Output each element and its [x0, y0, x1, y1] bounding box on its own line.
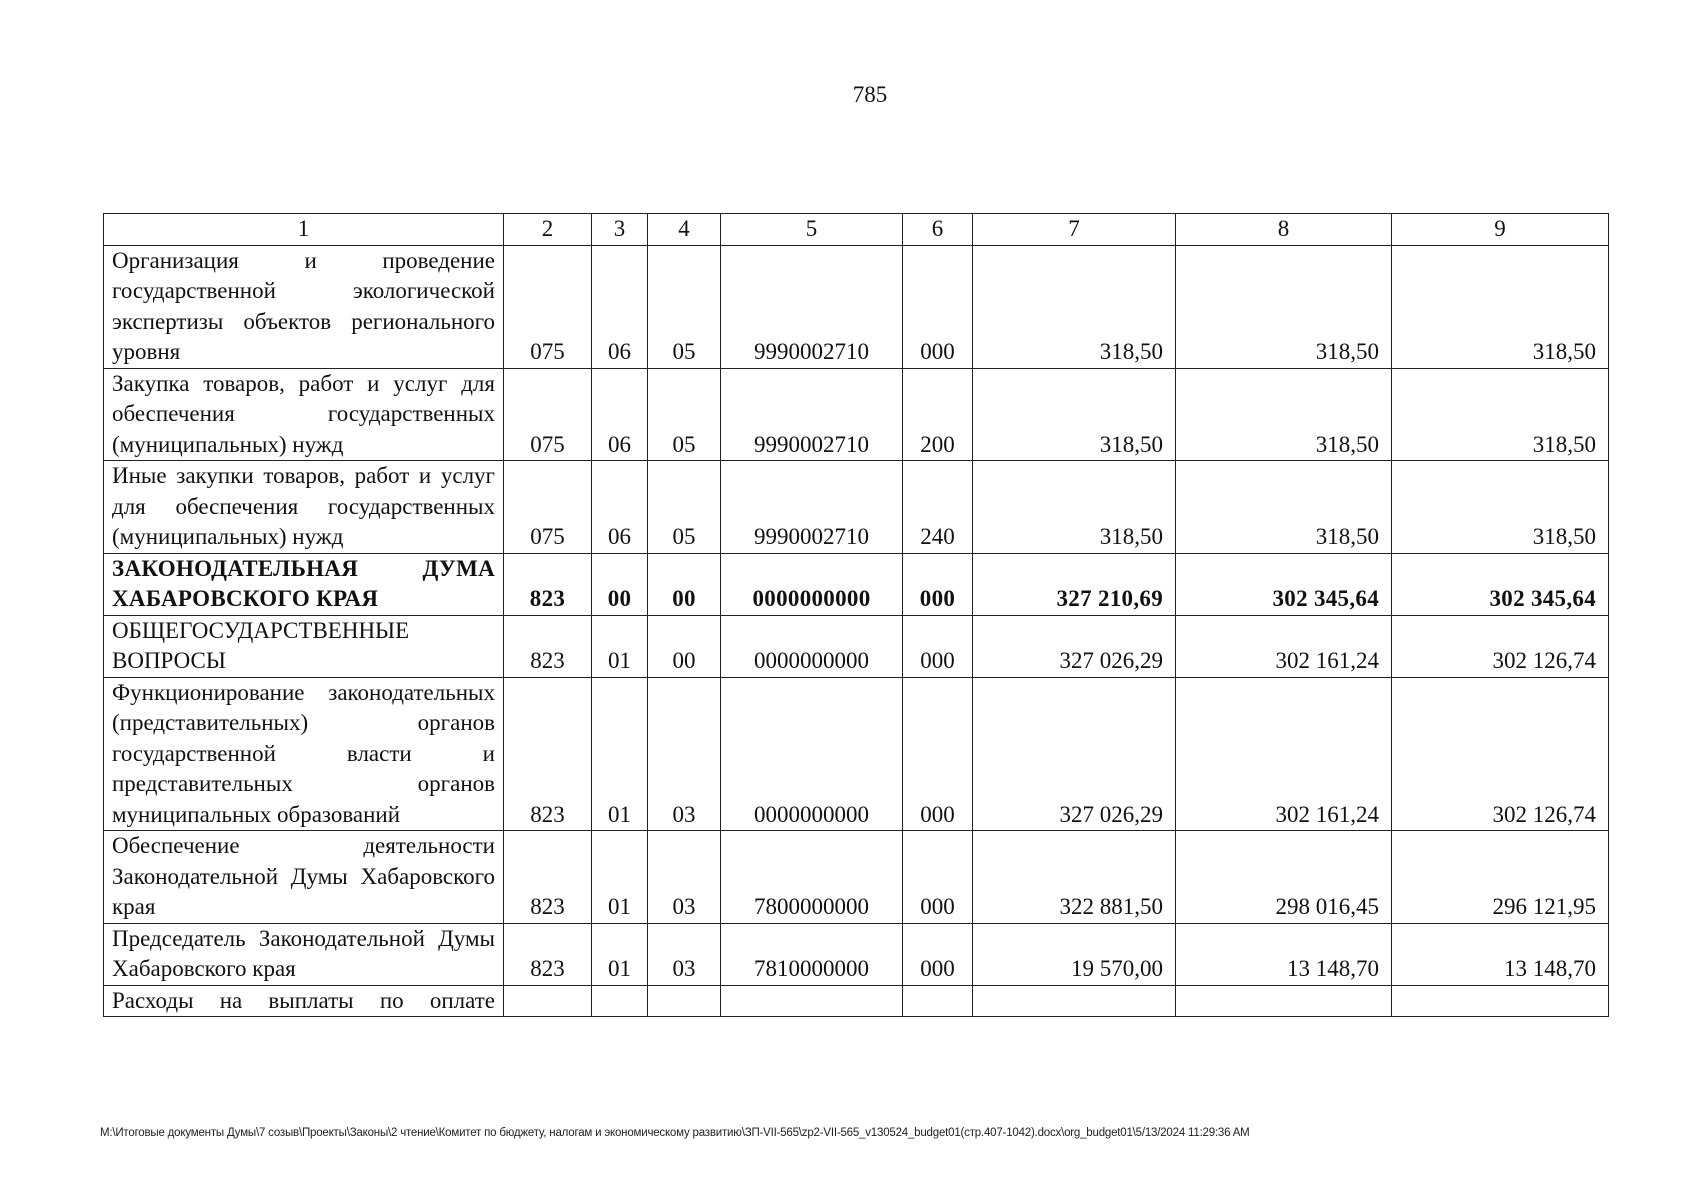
page-number: 785	[852, 82, 888, 107]
header-cell: 2	[504, 214, 592, 246]
cell-amount-1: 318,50	[973, 461, 1176, 554]
cell-amount-1: 327 210,69	[973, 553, 1176, 615]
table-row	[104, 245, 1609, 368]
cell-target-article: 7810000000	[721, 923, 903, 985]
cell-section	[592, 985, 648, 1017]
cell-amount-3: 302 345,64	[1392, 553, 1609, 615]
table-row	[104, 553, 1609, 615]
cell-section: 06	[592, 461, 648, 554]
cell-expense-type: 000	[903, 553, 973, 615]
cell-ministry: 075	[504, 461, 592, 554]
cell-target-article: 0000000000	[721, 677, 903, 831]
cell-amount-2: 318,50	[1176, 368, 1392, 461]
cell-ministry: 075	[504, 245, 592, 368]
cell-ministry: 823	[504, 923, 592, 985]
cell-expense-type: 000	[903, 677, 973, 831]
row-name: Организация и проведение государственной экологической экспертизы объектов регионального уровня	[104, 245, 504, 368]
cell-section: 01	[592, 831, 648, 924]
table-row	[104, 923, 1609, 985]
cell-amount-3	[1392, 985, 1609, 1017]
cell-ministry: 823	[504, 615, 592, 677]
header-cell: 9	[1392, 214, 1609, 246]
cell-expense-type: 000	[903, 615, 973, 677]
row-name: Функционирование законодательных (представительных) органов государственной власти и представительных органов муниципальных образований	[104, 677, 504, 831]
cell-expense-type: 000	[903, 831, 973, 924]
row-name: Расходы на выплаты по оплате	[104, 985, 504, 1017]
cell-amount-2: 318,50	[1176, 461, 1392, 554]
row-name: ОБЩЕГОСУДАРСТВЕННЫЕ ВОПРОСЫ	[104, 615, 504, 677]
cell-expense-type: 240	[903, 461, 973, 554]
cell-amount-1: 327 026,29	[973, 615, 1176, 677]
cell-amount-3: 318,50	[1392, 461, 1609, 554]
row-name: Иные закупки товаров, работ и услуг для обеспечения государственных (муниципальных) нужд	[104, 461, 504, 554]
table-row	[104, 615, 1609, 677]
cell-section: 00	[592, 553, 648, 615]
cell-amount-2: 302 161,24	[1176, 615, 1392, 677]
cell-amount-3: 318,50	[1392, 245, 1609, 368]
cell-section: 06	[592, 368, 648, 461]
cell-amount-1: 322 881,50	[973, 831, 1176, 924]
cell-subsection: 03	[648, 923, 721, 985]
cell-amount-3: 318,50	[1392, 368, 1609, 461]
header-cell: 7	[973, 214, 1176, 246]
cell-amount-2: 318,50	[1176, 245, 1392, 368]
cell-ministry: 823	[504, 831, 592, 924]
cell-amount-2: 298 016,45	[1176, 831, 1392, 924]
table-header-row	[104, 214, 1609, 246]
cell-amount-2: 302 345,64	[1176, 553, 1392, 615]
cell-amount-1	[973, 985, 1176, 1017]
table-row	[104, 461, 1609, 554]
cell-amount-1: 19 570,00	[973, 923, 1176, 985]
cell-ministry: 823	[504, 553, 592, 615]
cell-expense-type: 200	[903, 368, 973, 461]
cell-amount-1: 318,50	[973, 368, 1176, 461]
cell-amount-3: 296 121,95	[1392, 831, 1609, 924]
cell-target-article: 0000000000	[721, 615, 903, 677]
row-name: Закупка товаров, работ и услуг для обеспечения государственных (муниципальных) нужд	[104, 368, 504, 461]
row-name: ЗАКОНОДАТЕЛЬНАЯ ДУМА ХАБАРОВСКОГО КРАЯ	[104, 553, 504, 615]
cell-target-article: 9990002710	[721, 461, 903, 554]
table-row	[104, 985, 1609, 1017]
cell-subsection: 03	[648, 677, 721, 831]
row-name: Председатель Законодательной Думы Хабаровского края	[104, 923, 504, 985]
header-cell: 6	[903, 214, 973, 246]
cell-section: 01	[592, 615, 648, 677]
cell-amount-3: 13 148,70	[1392, 923, 1609, 985]
cell-target-article: 9990002710	[721, 245, 903, 368]
cell-subsection: 05	[648, 461, 721, 554]
cell-subsection: 05	[648, 245, 721, 368]
table-row	[104, 831, 1609, 924]
cell-target-article: 7800000000	[721, 831, 903, 924]
cell-subsection: 05	[648, 368, 721, 461]
header-cell: 1	[104, 214, 504, 246]
document-file-path: M:\Итоговые документы Думы\7 созыв\Проекты\Законы\2 чтение\Комитет по бюджету, налогам и экономическому развитию\ЗП-VII-565\zp2-VII-565_v130524_budget01(стр.407-1042).docx\org_budget01\5/13/2024 11:29:36 AM	[100, 1127, 1250, 1139]
cell-target-article: 0000000000	[721, 553, 903, 615]
cell-amount-1: 318,50	[973, 245, 1176, 368]
budget-table	[103, 213, 1609, 1017]
cell-subsection: 03	[648, 831, 721, 924]
cell-target-article: 9990002710	[721, 368, 903, 461]
cell-amount-1: 327 026,29	[973, 677, 1176, 831]
cell-subsection: 00	[648, 615, 721, 677]
table-row	[104, 368, 1609, 461]
cell-amount-2	[1176, 985, 1392, 1017]
cell-amount-2: 13 148,70	[1176, 923, 1392, 985]
header-cell: 4	[648, 214, 721, 246]
cell-section: 01	[592, 923, 648, 985]
cell-amount-2: 302 161,24	[1176, 677, 1392, 831]
cell-subsection	[648, 985, 721, 1017]
table-row	[104, 677, 1609, 831]
cell-ministry	[504, 985, 592, 1017]
cell-ministry: 823	[504, 677, 592, 831]
cell-expense-type: 000	[903, 245, 973, 368]
header-cell: 5	[721, 214, 903, 246]
cell-expense-type: 000	[903, 923, 973, 985]
cell-expense-type	[903, 985, 973, 1017]
cell-ministry: 075	[504, 368, 592, 461]
header-cell: 8	[1176, 214, 1392, 246]
cell-section: 01	[592, 677, 648, 831]
cell-amount-3: 302 126,74	[1392, 615, 1609, 677]
cell-target-article	[721, 985, 903, 1017]
cell-subsection: 00	[648, 553, 721, 615]
row-name: Обеспечение деятельности Законодательной Думы Хабаровского края	[104, 831, 504, 924]
cell-amount-3: 302 126,74	[1392, 677, 1609, 831]
header-cell: 3	[592, 214, 648, 246]
cell-section: 06	[592, 245, 648, 368]
